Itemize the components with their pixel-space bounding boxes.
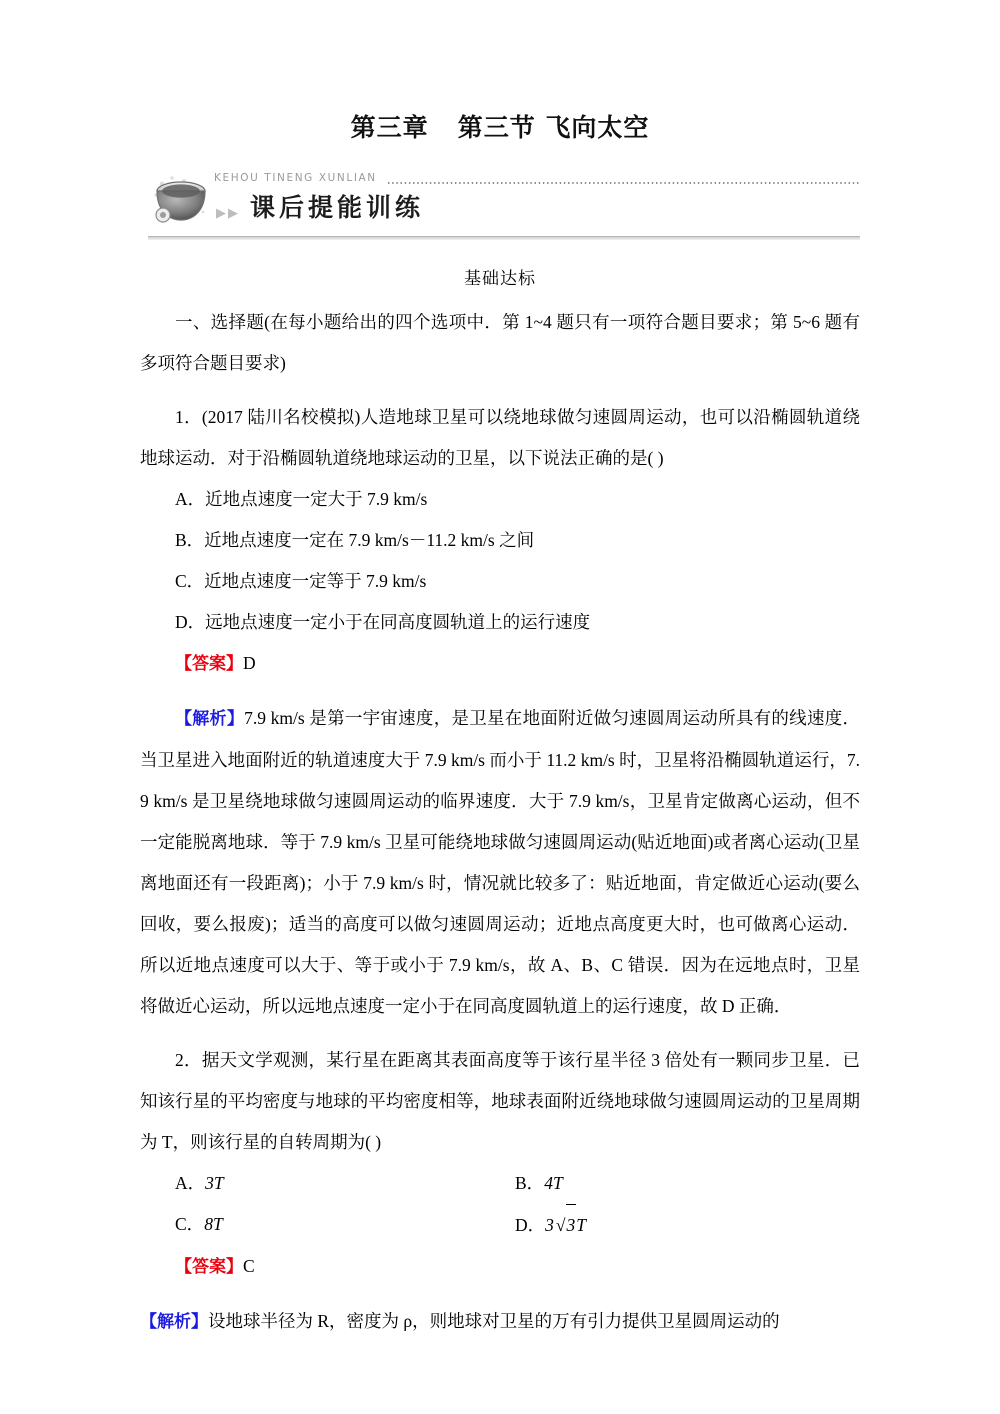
question-2-option-b-value: 4T: [544, 1173, 563, 1193]
question-1-analysis: [140, 698, 860, 1027]
question-1-option-a[interactable]: A．近地点速度一定大于 7.9 km/s: [175, 489, 428, 509]
banner-title: 课后提能训练: [250, 193, 425, 222]
question-1-answer-value: D: [243, 653, 256, 673]
banner: [140, 166, 860, 240]
question-2-analysis: [140, 1301, 860, 1343]
question-2-options-row-1: [140, 1163, 860, 1204]
banner-underline: [148, 236, 860, 240]
analysis-marker: 【解析】: [175, 709, 245, 729]
answer-marker: 【答案】: [175, 654, 243, 674]
question-1-analysis-text: 7.9 km/s 是第一宇宙速度，是卫星在地面附近做匀速圆周运动所具有的线速度．当卫星进入地面附近的轨道速度大于 7.9 km/s 而小于 11.2 km/s 时，卫星将沿椭圆轨道运行，7.9 km/s 是卫星绕地球做匀速圆周运动的临界速度．大于 7.9 km/s，卫星肯定做离心运动，但不一定能脱离地球．等于 7.9 km/s 卫星可能绕地球做匀速圆周运动(贴近地面)或者离心运动(卫星离地面还有一段距离)；小于 7.9 km/s 时，情况就比较多了：贴近地面，肯定做近心运动(要么回收，要么报废)；适当的高度可以做匀速圆周运动；近地点高度更大时，也可做离心运动．所以近地点速度可以大于、等于或小于 7.9 km/s，故 A、B、C 错误．因为在远地点时，卫星将做近心运动，所以远地点速度一定小于在同高度圆轨道上的运行速度，故 D 正确．: [140, 708, 860, 1016]
section-instructions: 一、选择题(在每小题给出的四个选项中．第 1~4 题只有一项符合题目要求；第 5~6 题有多项符合题目要求): [140, 312, 860, 373]
question-1-option-c[interactable]: C．近地点速度一定等于 7.9 km/s: [175, 571, 427, 591]
question-2-analysis-text: 设地球半径为 R，密度为 ρ，则地球对卫星的万有引力提供卫星圆周运动的: [208, 1311, 780, 1331]
question-2-option-c-label: C．: [175, 1214, 205, 1234]
question-2-option-d-value: 3 √3T: [545, 1215, 586, 1235]
question-1-answer-line: [140, 643, 860, 685]
question-2-option-a-label: A．: [175, 1173, 206, 1193]
question-1-stem: 1．(2017 陆川名校模拟)人造地球卫星可以绕地球做匀速圆周运动，也可以沿椭圆轨道绕地球运动．对于沿椭圆轨道绕地球运动的卫星，以下说法正确的是( ): [140, 407, 860, 468]
question-2-option-d-label: D．: [515, 1215, 546, 1235]
question-2-option-c-value: 8T: [204, 1214, 223, 1234]
question-1-option-b[interactable]: B．近地点速度一定在 7.9 km/s－11.2 km/s 之间: [175, 530, 535, 550]
question-2-option-b-label: B．: [515, 1173, 545, 1193]
bowl-emblem-icon: [150, 172, 212, 228]
analysis-marker: 【解析】: [140, 1312, 208, 1332]
question-2-option-a[interactable]: [175, 1163, 515, 1204]
answer-marker: 【答案】: [175, 1257, 243, 1277]
question-2-option-c[interactable]: [175, 1204, 515, 1246]
question-2-options-row-2: [140, 1204, 860, 1246]
question-2-stem: 2．据天文学观测，某行星在距离其表面高度等于该行星半径 3 倍处有一颗同步卫星．已知该行星的平均密度与地球的平均密度相等，地球表面附近绕地球做匀速圆周运动的卫星周期为 T，则该行星的自转周期为( ): [140, 1050, 860, 1152]
question-2-answer-value: C: [243, 1256, 255, 1276]
question-2-option-d[interactable]: [515, 1204, 586, 1246]
page-title: 第三章 第三节 飞向太空: [350, 113, 650, 142]
question-2-answer-line: [140, 1246, 860, 1288]
question-2-option-a-value: 3T: [205, 1173, 224, 1193]
section-heading: 基础达标: [464, 269, 536, 289]
banner-arrow-icon: ▶▶: [216, 205, 240, 220]
question-1-option-d[interactable]: D．远地点速度一定小于在同高度圆轨道上的运行速度: [175, 612, 591, 632]
question-2-option-b[interactable]: [515, 1163, 563, 1204]
banner-pinyin-label: KEHOU TINENG XUNLIAN: [214, 172, 377, 184]
banner-dotted-rule: [388, 182, 860, 184]
